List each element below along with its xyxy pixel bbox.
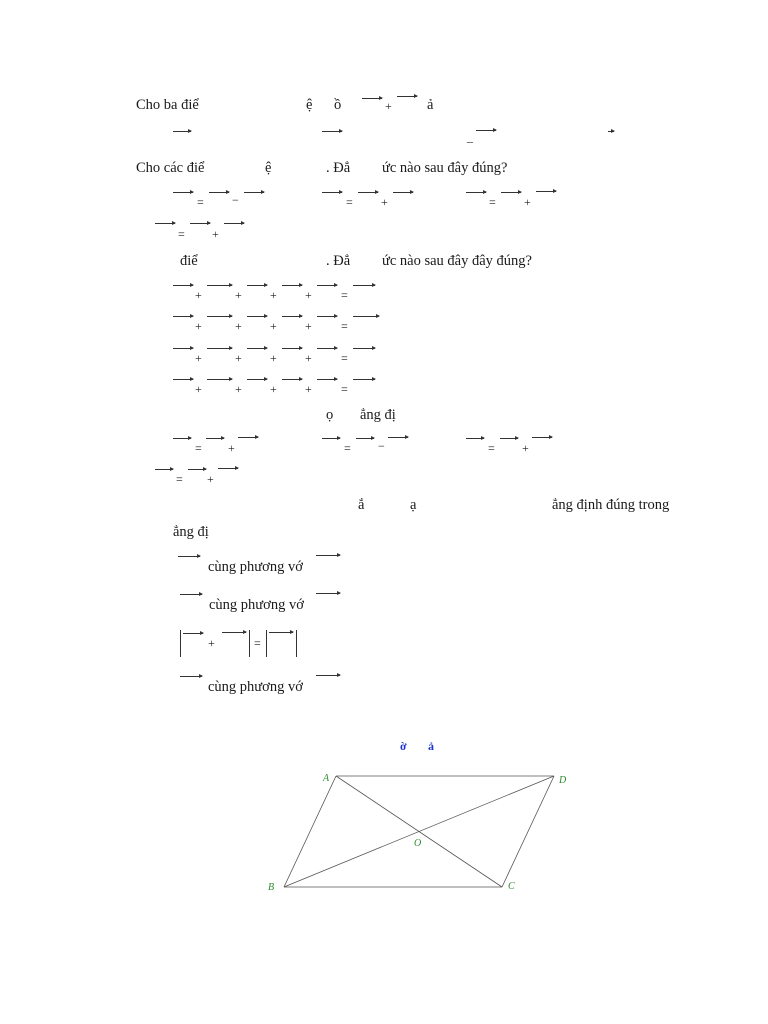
q5-text-3: ẳng định đúng trong xyxy=(552,497,670,513)
vector-arrow xyxy=(180,594,202,595)
vector-arrow xyxy=(269,632,293,633)
vector-arrow xyxy=(247,285,267,286)
q3-eq: = xyxy=(341,319,348,333)
q1-text-3: ồ xyxy=(334,97,342,113)
q3-plus: + xyxy=(305,382,312,396)
q4-plus: + xyxy=(207,472,214,486)
vector-arrow xyxy=(317,285,337,286)
vector-arrow xyxy=(532,437,552,438)
q3-plus: + xyxy=(305,319,312,333)
vector-arrow xyxy=(397,96,417,97)
vector-arrow xyxy=(244,192,264,193)
q4-eq: = xyxy=(488,441,495,455)
vector-arrow xyxy=(247,348,267,349)
vector-arrow xyxy=(353,285,375,286)
vector-arrow xyxy=(173,438,191,439)
q4-text-1: ọ xyxy=(326,407,334,423)
vector-arrow xyxy=(218,468,238,469)
q3-plus: + xyxy=(305,351,312,365)
q2-text-2: ệ xyxy=(265,160,272,176)
vector-arrow xyxy=(353,348,375,349)
vector-arrow xyxy=(500,438,518,439)
vector-arrow xyxy=(206,438,224,439)
q4-eq: = xyxy=(176,472,183,486)
vector-arrow xyxy=(282,379,302,380)
vector-arrow xyxy=(173,316,193,317)
abs-bar xyxy=(266,630,267,657)
q5-option-text: cùng phương vớ xyxy=(208,679,303,695)
vector-arrow xyxy=(238,437,258,438)
q5-eq: = xyxy=(254,636,261,650)
q2-eq: = xyxy=(178,227,185,241)
q3-plus: + xyxy=(270,319,277,333)
q5-option-text: cùng phương vớ xyxy=(209,597,304,613)
vector-arrow xyxy=(207,285,232,286)
side-ab xyxy=(284,776,336,887)
vector-arrow xyxy=(353,379,375,380)
vector-arrow xyxy=(282,316,302,317)
vector-arrow xyxy=(207,348,232,349)
q3-plus: + xyxy=(235,288,242,302)
vector-arrow xyxy=(356,438,374,439)
q3-text-1: điể xyxy=(180,253,198,269)
q2-eq: = xyxy=(489,195,496,209)
vector-arrow xyxy=(180,676,202,677)
q4-plus: + xyxy=(228,441,235,455)
q5-text-2: ạ xyxy=(410,497,417,513)
q1-text-2: ệ xyxy=(306,97,313,113)
q2-plus: + xyxy=(381,195,388,209)
vector-arrow xyxy=(178,556,200,557)
q2-minus: − xyxy=(232,193,239,207)
vector-arrow xyxy=(173,131,191,132)
vertex-label-d: D xyxy=(559,775,567,786)
q3-plus: + xyxy=(235,351,242,365)
q3-text-2: . Đẳ xyxy=(326,253,351,269)
vector-arrow xyxy=(466,192,486,193)
q2-text-3: . Đẳ xyxy=(326,160,351,176)
q3-plus: + xyxy=(195,351,202,365)
vector-arrow xyxy=(316,555,340,556)
q3-plus: + xyxy=(305,288,312,302)
vertex-label-a: A xyxy=(323,773,330,784)
q2-eq: = xyxy=(197,195,204,209)
q3-eq: = xyxy=(341,351,348,365)
side-cd xyxy=(502,776,554,887)
q3-eq: = xyxy=(341,288,348,302)
vector-arrow xyxy=(282,285,302,286)
vector-arrow xyxy=(317,379,337,380)
vector-arrow xyxy=(183,633,203,634)
vector-arrow xyxy=(173,285,193,286)
vector-arrow xyxy=(155,223,175,224)
vector-arrow xyxy=(608,131,614,132)
vector-arrow xyxy=(388,437,408,438)
q1-text-1: Cho ba điể xyxy=(136,97,199,113)
q3-plus: + xyxy=(235,382,242,396)
q4-eq: = xyxy=(195,441,202,455)
q4-plus: + xyxy=(522,441,529,455)
vector-arrow xyxy=(501,192,521,193)
q2-text-4: ức nào sau đây đúng? xyxy=(382,160,508,176)
vector-arrow xyxy=(224,223,244,224)
q5-option-text: cùng phương vớ xyxy=(208,559,303,575)
vector-arrow xyxy=(358,192,378,193)
q3-plus: + xyxy=(235,319,242,333)
vector-arrow xyxy=(173,192,193,193)
q3-text-3: ức nào sau đây đây đúng? xyxy=(382,253,532,269)
q3-plus: + xyxy=(270,288,277,302)
abs-bar xyxy=(296,630,297,657)
vector-arrow xyxy=(362,98,382,99)
q3-plus: + xyxy=(270,382,277,396)
vector-arrow xyxy=(316,593,340,594)
q2-plus: + xyxy=(524,195,531,209)
vector-arrow xyxy=(247,316,267,317)
vector-arrow xyxy=(190,223,210,224)
vector-arrow xyxy=(393,192,413,193)
parallelogram-figure xyxy=(260,765,570,900)
q3-eq: = xyxy=(341,382,348,396)
q3-plus: + xyxy=(195,382,202,396)
q1-minus: _ xyxy=(467,130,473,144)
q3-plus: + xyxy=(195,288,202,302)
q5-text-1: ắ xyxy=(358,497,365,513)
vector-arrow xyxy=(353,316,379,317)
q2-eq: = xyxy=(346,195,353,209)
vector-arrow xyxy=(322,131,342,132)
q3-plus: + xyxy=(195,319,202,333)
figure-caption-1: ờ xyxy=(400,739,407,753)
figure-caption-2: ả xyxy=(428,739,434,753)
q2-plus: + xyxy=(212,227,219,241)
q3-plus: + xyxy=(270,351,277,365)
vector-arrow xyxy=(317,348,337,349)
vector-arrow xyxy=(322,192,342,193)
q5-text-4: ẳng đị xyxy=(173,524,209,540)
vertex-label-c: C xyxy=(508,881,515,892)
vertex-label-b: B xyxy=(268,882,275,893)
vector-arrow xyxy=(222,632,246,633)
vector-arrow xyxy=(317,316,337,317)
vector-arrow xyxy=(282,348,302,349)
vector-arrow xyxy=(476,130,496,131)
vector-arrow xyxy=(316,675,340,676)
vector-arrow xyxy=(209,192,229,193)
vector-arrow xyxy=(207,316,232,317)
vertex-label-o: O xyxy=(414,838,422,849)
q1-text-4: ả xyxy=(427,97,434,113)
vector-arrow xyxy=(155,469,173,470)
diagonal-bd xyxy=(284,776,554,887)
q1-plus: + xyxy=(385,99,392,113)
vector-arrow xyxy=(188,469,206,470)
vector-arrow xyxy=(173,379,193,380)
vector-arrow xyxy=(247,379,267,380)
vector-arrow xyxy=(173,348,193,349)
q4-minus: − xyxy=(378,439,385,453)
q4-eq: = xyxy=(344,441,351,455)
q5-plus: + xyxy=(208,636,215,650)
q2-text-1: Cho các điể xyxy=(136,160,205,176)
vector-arrow xyxy=(322,438,340,439)
abs-bar xyxy=(249,630,250,657)
abs-bar xyxy=(180,630,181,657)
q4-text-2: ẳng đị xyxy=(360,407,396,423)
vector-arrow xyxy=(536,191,556,192)
vector-arrow xyxy=(207,379,232,380)
vector-arrow xyxy=(466,438,484,439)
